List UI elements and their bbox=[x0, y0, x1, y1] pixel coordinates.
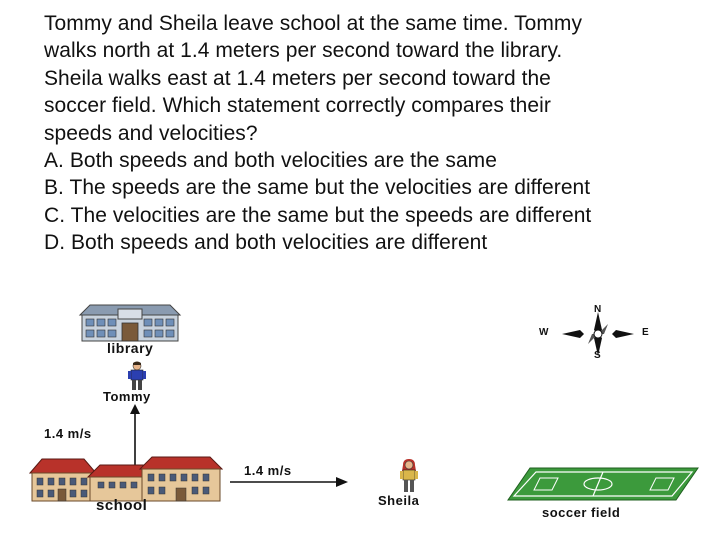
school-building-icon bbox=[28, 455, 223, 503]
horizontal-speed-label: 1.4 m/s bbox=[244, 463, 292, 478]
question-line: speeds and velocities? bbox=[44, 121, 258, 145]
vertical-speed-label: 1.4 m/s bbox=[44, 426, 92, 441]
school-label: school bbox=[96, 497, 148, 514]
question-line: soccer field. Which statement correctly compares their bbox=[44, 94, 551, 118]
question-block bbox=[44, 10, 704, 257]
library-building-icon bbox=[78, 303, 182, 343]
compass-east-label: E bbox=[642, 327, 649, 338]
library-label: library bbox=[107, 340, 154, 356]
soccer-field-label: soccer field bbox=[542, 505, 621, 520]
option-b[interactable]: B. The speeds are the same but the velocities are different bbox=[44, 176, 591, 200]
sheila-label: Sheila bbox=[378, 493, 420, 508]
option-a[interactable]: A. Both speeds and both velocities are the same bbox=[44, 149, 497, 173]
question-line: Tommy and Sheila leave school at the same time. Tommy bbox=[44, 12, 582, 35]
option-c[interactable]: C. The velocities are the same but the speeds are different bbox=[44, 203, 592, 227]
tommy-person-icon bbox=[124, 361, 150, 391]
option-d[interactable]: D. Both speeds and both velocities are different bbox=[44, 231, 488, 255]
soccer-field-icon bbox=[506, 466, 700, 502]
compass-north-label: N bbox=[594, 304, 602, 315]
compass-west-label: W bbox=[539, 327, 549, 338]
tommy-label: Tommy bbox=[103, 389, 151, 404]
question-line: walks north at 1.4 meters per second toward the library. bbox=[44, 39, 563, 63]
compass-south-label: S bbox=[594, 350, 601, 361]
sheila-person-icon bbox=[396, 459, 422, 493]
question-line: Sheila walks east at 1.4 meters per second toward the bbox=[44, 66, 551, 90]
